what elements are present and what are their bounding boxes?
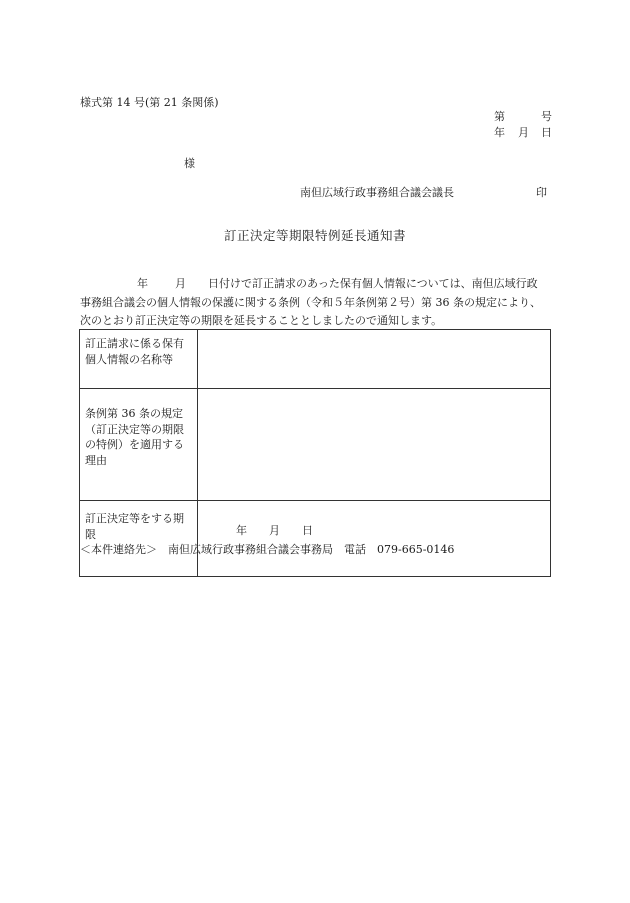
table-row-value [198,330,551,389]
table-row [80,389,551,501]
table-row [80,330,551,389]
contact-footer: ＜本件連絡先＞ 南但広域行政事務組合議会事務局 電話 079-665-0146 [80,543,455,556]
body-month-label: 月 [175,277,186,290]
body-line-1 [80,275,552,294]
addressee-honorific: 様 [184,157,195,170]
sender-name: 南但広域行政事務組合議会議長 [300,186,454,199]
date-month-label: 月 [518,126,529,139]
notice-table [79,329,551,577]
document-number-suffix: 号 [541,110,552,123]
body-line-2: 事務組合議会の個人情報の保護に関する条例（令和５年条例第２号）第 36 条の規定により、 [80,295,541,309]
document-number-label: 第 [494,110,505,123]
date-year-label: 年 [494,126,505,139]
document-title: 訂正決定等期限特例延長通知書 [223,228,406,243]
body-line-1-text: 日付けで訂正請求のあった保有個人情報については、南但広域行政 [208,277,538,290]
table-row-label: 訂正決定等をする期限 [80,501,198,577]
seal-mark: 印 [536,186,547,199]
table-row-value [198,389,551,501]
body-line-3: 次のとおり訂正決定等の期限を延長することとしましたので通知します。 [80,314,443,327]
body-paragraph [80,275,552,331]
deadline-date-value: 年 月 日 [198,501,551,577]
date-day-label: 日 [541,126,552,139]
body-year-label: 年 [137,277,148,290]
table-row [80,501,551,577]
form-number: 様式第 14 号(第 21 条関係) [80,96,219,109]
table-row-label: 条例第 36 条の規定（訂正決定等の期限の特例）を適用する理由 [80,389,198,501]
table-row-label: 訂正請求に係る保有個人情報の名称等 [80,330,198,389]
